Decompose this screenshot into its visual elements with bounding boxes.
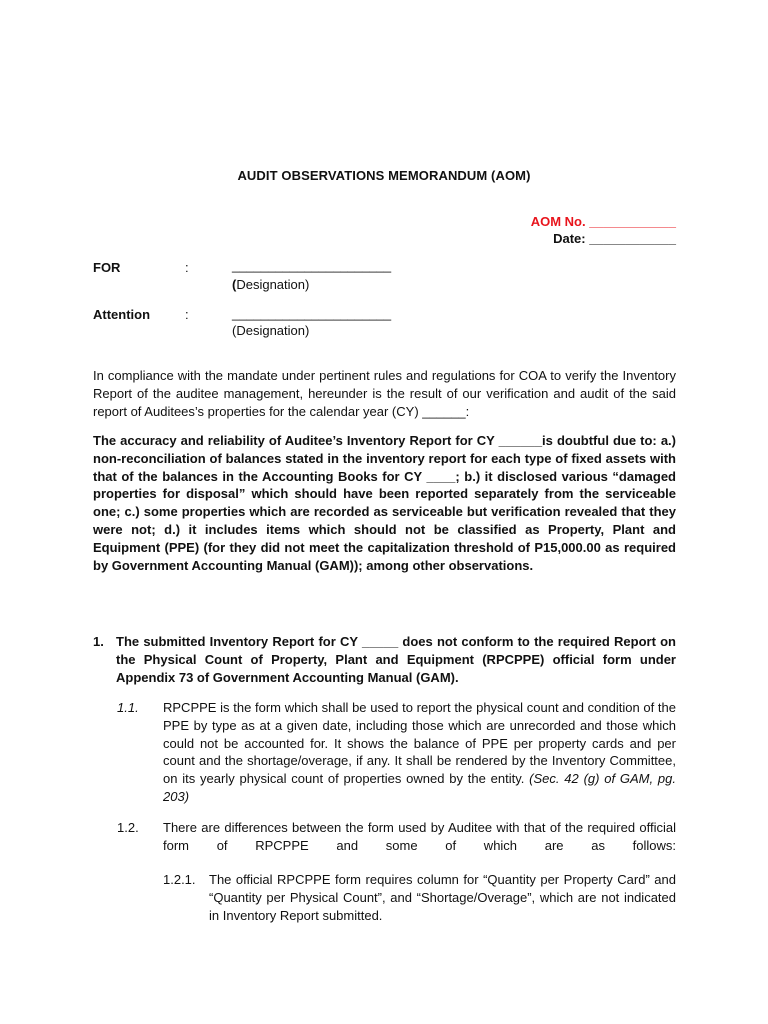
finding-item-1-1-body — [163, 699, 676, 806]
finding-item-1-1 — [117, 699, 676, 806]
for-designation — [232, 277, 309, 292]
for-designation-text: Designation) — [236, 277, 310, 292]
finding-item-1-number: 1. — [93, 634, 104, 649]
aom-number-blank: ____________ — [589, 214, 676, 229]
finding-item-1-2-1-number: 1.2.1. — [163, 872, 196, 887]
finding-item-1-2-1 — [163, 871, 676, 924]
for-signature-blank: ______________________ — [232, 258, 392, 273]
finding-item-1-2-text: There are differences between the form used by Auditee with that of the required official form of RPCPPE and some of which are as follows: — [163, 820, 676, 853]
finding-item-1-2 — [117, 819, 676, 855]
date-blank: ____________ — [589, 231, 676, 246]
aom-number-label: AOM No. — [530, 214, 586, 229]
finding-item-1-2-1-text: The official RPCPPE form requires column for “Quantity per Property Card” and “Quantity per Physical Count”, and “Shortage/Overage”, which are not indicated in Inventory Report submitted. — [209, 872, 676, 923]
attention-signature-blank: ______________________ — [232, 306, 392, 321]
finding-item-1-1-citation: (Sec. 42 (g) of GAM, pg. 203) — [163, 771, 676, 804]
intro-paragraph: In compliance with the mandate under pertinent rules and regulations for COA to verify the Inventory Report of the auditee management, hereunder is the result of our verification and audit of the said report of Auditees’s properties for the calendar year (CY) ______: — [93, 368, 676, 419]
attention-colon: : — [185, 307, 189, 322]
finding-item-1-text: The submitted Inventory Report for CY _____ does not conform to the required Report on the Physical Count of Property, Plant and Equipment (RPCPPE) official form under Appendix 73 of Government Accounting Manual (GAM). — [116, 634, 676, 685]
date-label: Date: — [553, 231, 586, 246]
finding-item-1-1-number: 1.1. — [117, 700, 139, 715]
summary-paragraph: The accuracy and reliability of Auditee’s Inventory Report for CY ______is doubtful due to: a.) non-reconciliation of balances stated in the inventory report for each type of fixed assets with that of the balances in the Accounting Books for CY ____; b.) it disclosed various “damaged properties for disposal” which should have been reported separately from the serviceable one; c.) some properties which are recorded as serviceable but verification revealed that they were not; d.) it includes items which should not be classified as Property, Plant and Equipment (PPE) (for they did not meet the capitalization threshold of P15,000.00 as required by Government Accounting Manual (GAM)); among other observations. — [93, 433, 676, 573]
attention-designation: (Designation) — [232, 323, 310, 338]
attention-label: Attention — [93, 307, 151, 322]
finding-item-1-1-text: RPCPPE is the form which shall be used to report the physical count and condition of the PPE by type as at a given date, including those which are unrecorded and those which could not be accounted for. It shows the balance of PPE per property cards and per count and the shortage/overage, if any. It shall be rendered by the Inventory Committee, on its yearly physical count of properties owned by the entity. — [163, 700, 676, 787]
for-designation-paren: ( — [232, 277, 237, 292]
finding-item-1 — [93, 633, 676, 686]
for-label: FOR — [93, 260, 121, 275]
for-colon: : — [185, 260, 189, 275]
aom-number-line — [531, 214, 676, 229]
date-line — [553, 231, 676, 246]
memo-title: AUDIT OBSERVATIONS MEMORANDUM (AOM) — [237, 168, 531, 183]
finding-item-1-2-number: 1.2. — [117, 820, 139, 835]
